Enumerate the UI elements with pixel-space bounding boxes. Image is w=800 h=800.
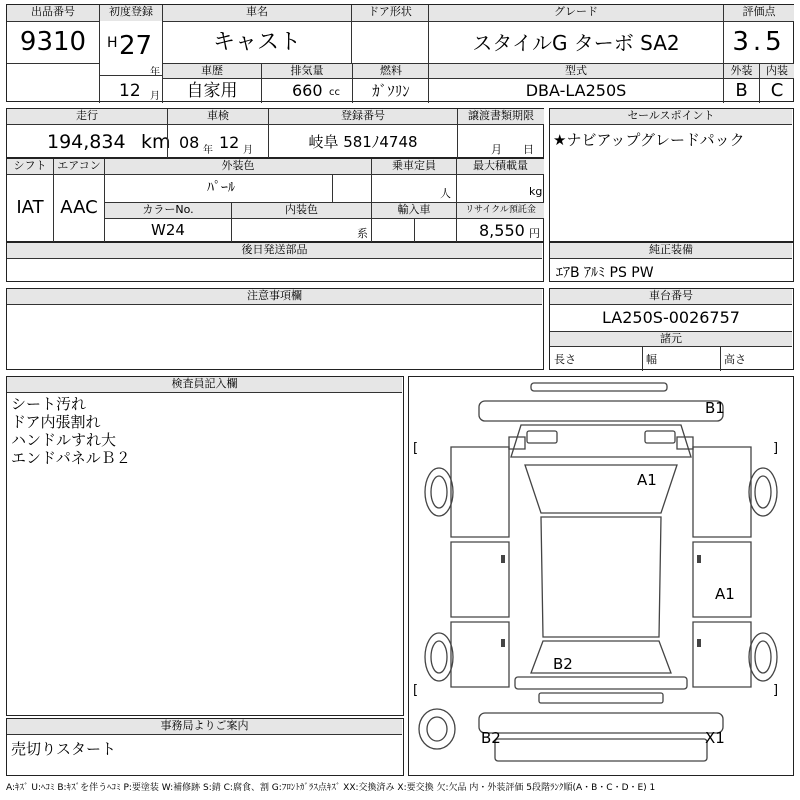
office-label: 事務局よりご案内 bbox=[7, 719, 402, 734]
damage-mark: B2 bbox=[553, 655, 573, 673]
lot-number: 9310 bbox=[19, 27, 87, 57]
sales-point-box bbox=[549, 108, 794, 242]
color-no: W24 bbox=[151, 221, 185, 239]
inspector-notes bbox=[11, 395, 131, 467]
equipment-label: 純正装備 bbox=[550, 243, 792, 258]
bracket-left-bottom: [ bbox=[413, 683, 419, 698]
interior-grade: C bbox=[770, 80, 784, 101]
inspection-label: 車検 bbox=[168, 109, 268, 124]
exterior-grade: B bbox=[735, 80, 748, 101]
era: H bbox=[107, 35, 118, 51]
transfer-label: 譲渡書類期限 bbox=[458, 109, 544, 124]
office-message: 売切りスタート bbox=[11, 740, 117, 758]
later-parts-label: 後日発送部品 bbox=[7, 243, 542, 258]
equipment-box bbox=[549, 242, 794, 282]
width-label: 幅 bbox=[646, 353, 657, 366]
damage-mark: A1 bbox=[637, 471, 657, 489]
inspector-label: 検査員記入欄 bbox=[7, 377, 402, 392]
recycle-label: リサイクル預託金 bbox=[457, 203, 544, 218]
damage-mark: X1 bbox=[705, 729, 725, 747]
aircon: AAC bbox=[60, 197, 98, 218]
grade: スタイルG ターボ SA2 bbox=[472, 31, 680, 55]
bracket-right-bottom: ] bbox=[773, 683, 779, 698]
recycle-unit: 円 bbox=[529, 227, 540, 240]
first-reg-month: 12 bbox=[119, 81, 141, 101]
interior-label: 内装 bbox=[760, 64, 794, 78]
recycle-amount: 8,550 bbox=[479, 221, 525, 240]
inspection-year: 08 bbox=[179, 133, 200, 152]
caution-label: 注意事項欄 bbox=[7, 289, 542, 304]
transfer-month-unit: 月 bbox=[491, 143, 502, 156]
model-label: 型式 bbox=[429, 64, 723, 78]
first-reg-year: 27 bbox=[119, 31, 153, 61]
load-label: 最大積載量 bbox=[457, 159, 544, 174]
sales-point: ★ナビアップグレードパック bbox=[553, 131, 745, 149]
int-color-label: 内装色 bbox=[232, 203, 371, 218]
sales-point-label: セールスポイント bbox=[550, 109, 792, 124]
damage-mark: B2 bbox=[481, 729, 501, 747]
inspector-note-line: ハンドルすれ大 bbox=[11, 431, 117, 449]
inspection-month-unit: 月 bbox=[243, 145, 253, 156]
inspector-note-line: ドア内張割れ bbox=[11, 413, 101, 431]
load-unit: kg bbox=[529, 185, 543, 198]
spec-box bbox=[6, 158, 544, 242]
dims-label: 諸元 bbox=[550, 332, 792, 346]
height-label: 高さ bbox=[724, 353, 746, 366]
shift: IAT bbox=[16, 197, 44, 218]
fuel: ｶﾞｿﾘﾝ bbox=[372, 82, 410, 100]
color: ﾊﾟｰﾙ bbox=[207, 180, 235, 196]
aircon-label: エアコン bbox=[54, 159, 104, 174]
caution-box bbox=[6, 288, 544, 370]
door-value bbox=[352, 23, 428, 63]
color-label: 外装色 bbox=[105, 159, 371, 174]
bracket-left-top: [ bbox=[413, 441, 419, 456]
inspector-note-line: エンドパネルＢ２ bbox=[11, 449, 131, 467]
inspection-month: 12 bbox=[219, 133, 240, 152]
model: DBA-LA250S bbox=[525, 81, 627, 100]
car-diagram-box bbox=[408, 376, 794, 776]
displacement-label: 排気量 bbox=[262, 64, 352, 78]
header-box bbox=[6, 4, 794, 102]
damage-mark: A1 bbox=[715, 585, 735, 603]
displacement-unit: cc bbox=[329, 87, 340, 98]
capacity-unit: 人 bbox=[440, 187, 451, 200]
length-label: 長さ bbox=[554, 353, 576, 366]
mileage: 194,834 bbox=[47, 131, 126, 153]
plate-number: 岐阜 581ﾉ4748 bbox=[308, 133, 418, 151]
grade-label: グレード bbox=[429, 5, 723, 21]
import-label: 輸入車 bbox=[372, 203, 456, 218]
lot-number-label: 出品番号 bbox=[7, 5, 99, 21]
inspector-note-line: シート汚れ bbox=[11, 395, 87, 413]
history: 自家用 bbox=[186, 81, 238, 101]
exterior-label: 外装 bbox=[724, 64, 759, 78]
displacement: 660 bbox=[292, 81, 323, 100]
mileage-label: 走行 bbox=[7, 109, 167, 124]
mileage-unit: km bbox=[141, 131, 171, 153]
int-color-unit: 系 bbox=[357, 227, 368, 240]
transfer-day-unit: 日 bbox=[523, 143, 534, 156]
color-no-label: カラーNo. bbox=[105, 203, 231, 218]
later-parts-box bbox=[6, 242, 544, 282]
legend-footer: A:ｷｽﾞ U:ﾍｺﾐ B:ｷｽﾞを伴うﾍｺﾐ P:要塗装 W:補修跡 S:錆 C:腐食、割 G:ﾌﾛﾝﾄｶﾞﾗｽ点ｷｽﾞ XX:交換済み X:要交換 欠:欠品 内・外装評価 5段階ﾗﾝｸ順(A・B・C・D・E) 1 bbox=[6, 783, 656, 793]
inspector-box bbox=[6, 376, 404, 716]
chassis-box bbox=[549, 288, 794, 370]
bracket-right-top: ] bbox=[773, 441, 779, 456]
plate-label: 登録番号 bbox=[269, 109, 457, 124]
car-name-label: 車名 bbox=[163, 5, 351, 21]
chassis-number: LA250S-0026757 bbox=[602, 308, 740, 327]
mileage-box bbox=[6, 108, 544, 158]
capacity-label: 乗車定員 bbox=[372, 159, 456, 174]
chassis-label: 車台番号 bbox=[550, 289, 792, 304]
month-unit: 月 bbox=[150, 91, 160, 102]
score-label: 評価点 bbox=[724, 5, 794, 21]
inspection-year-unit: 年 bbox=[203, 145, 213, 156]
first-reg-label: 初度登録 bbox=[100, 5, 162, 21]
shift-label: シフト bbox=[7, 159, 53, 174]
office-box bbox=[6, 718, 404, 776]
fuel-label: 燃料 bbox=[353, 64, 429, 78]
car-name: キャスト bbox=[212, 30, 301, 55]
equipment: ｴｱB ｱﾙﾐ PS PW bbox=[556, 265, 654, 281]
score: 3.5 bbox=[732, 27, 786, 57]
year-unit: 年 bbox=[150, 67, 160, 78]
door-label: ドア形状 bbox=[352, 5, 428, 21]
car-diagram bbox=[409, 377, 792, 774]
damage-mark: B1 bbox=[705, 399, 725, 417]
history-label: 車歴 bbox=[163, 64, 261, 78]
